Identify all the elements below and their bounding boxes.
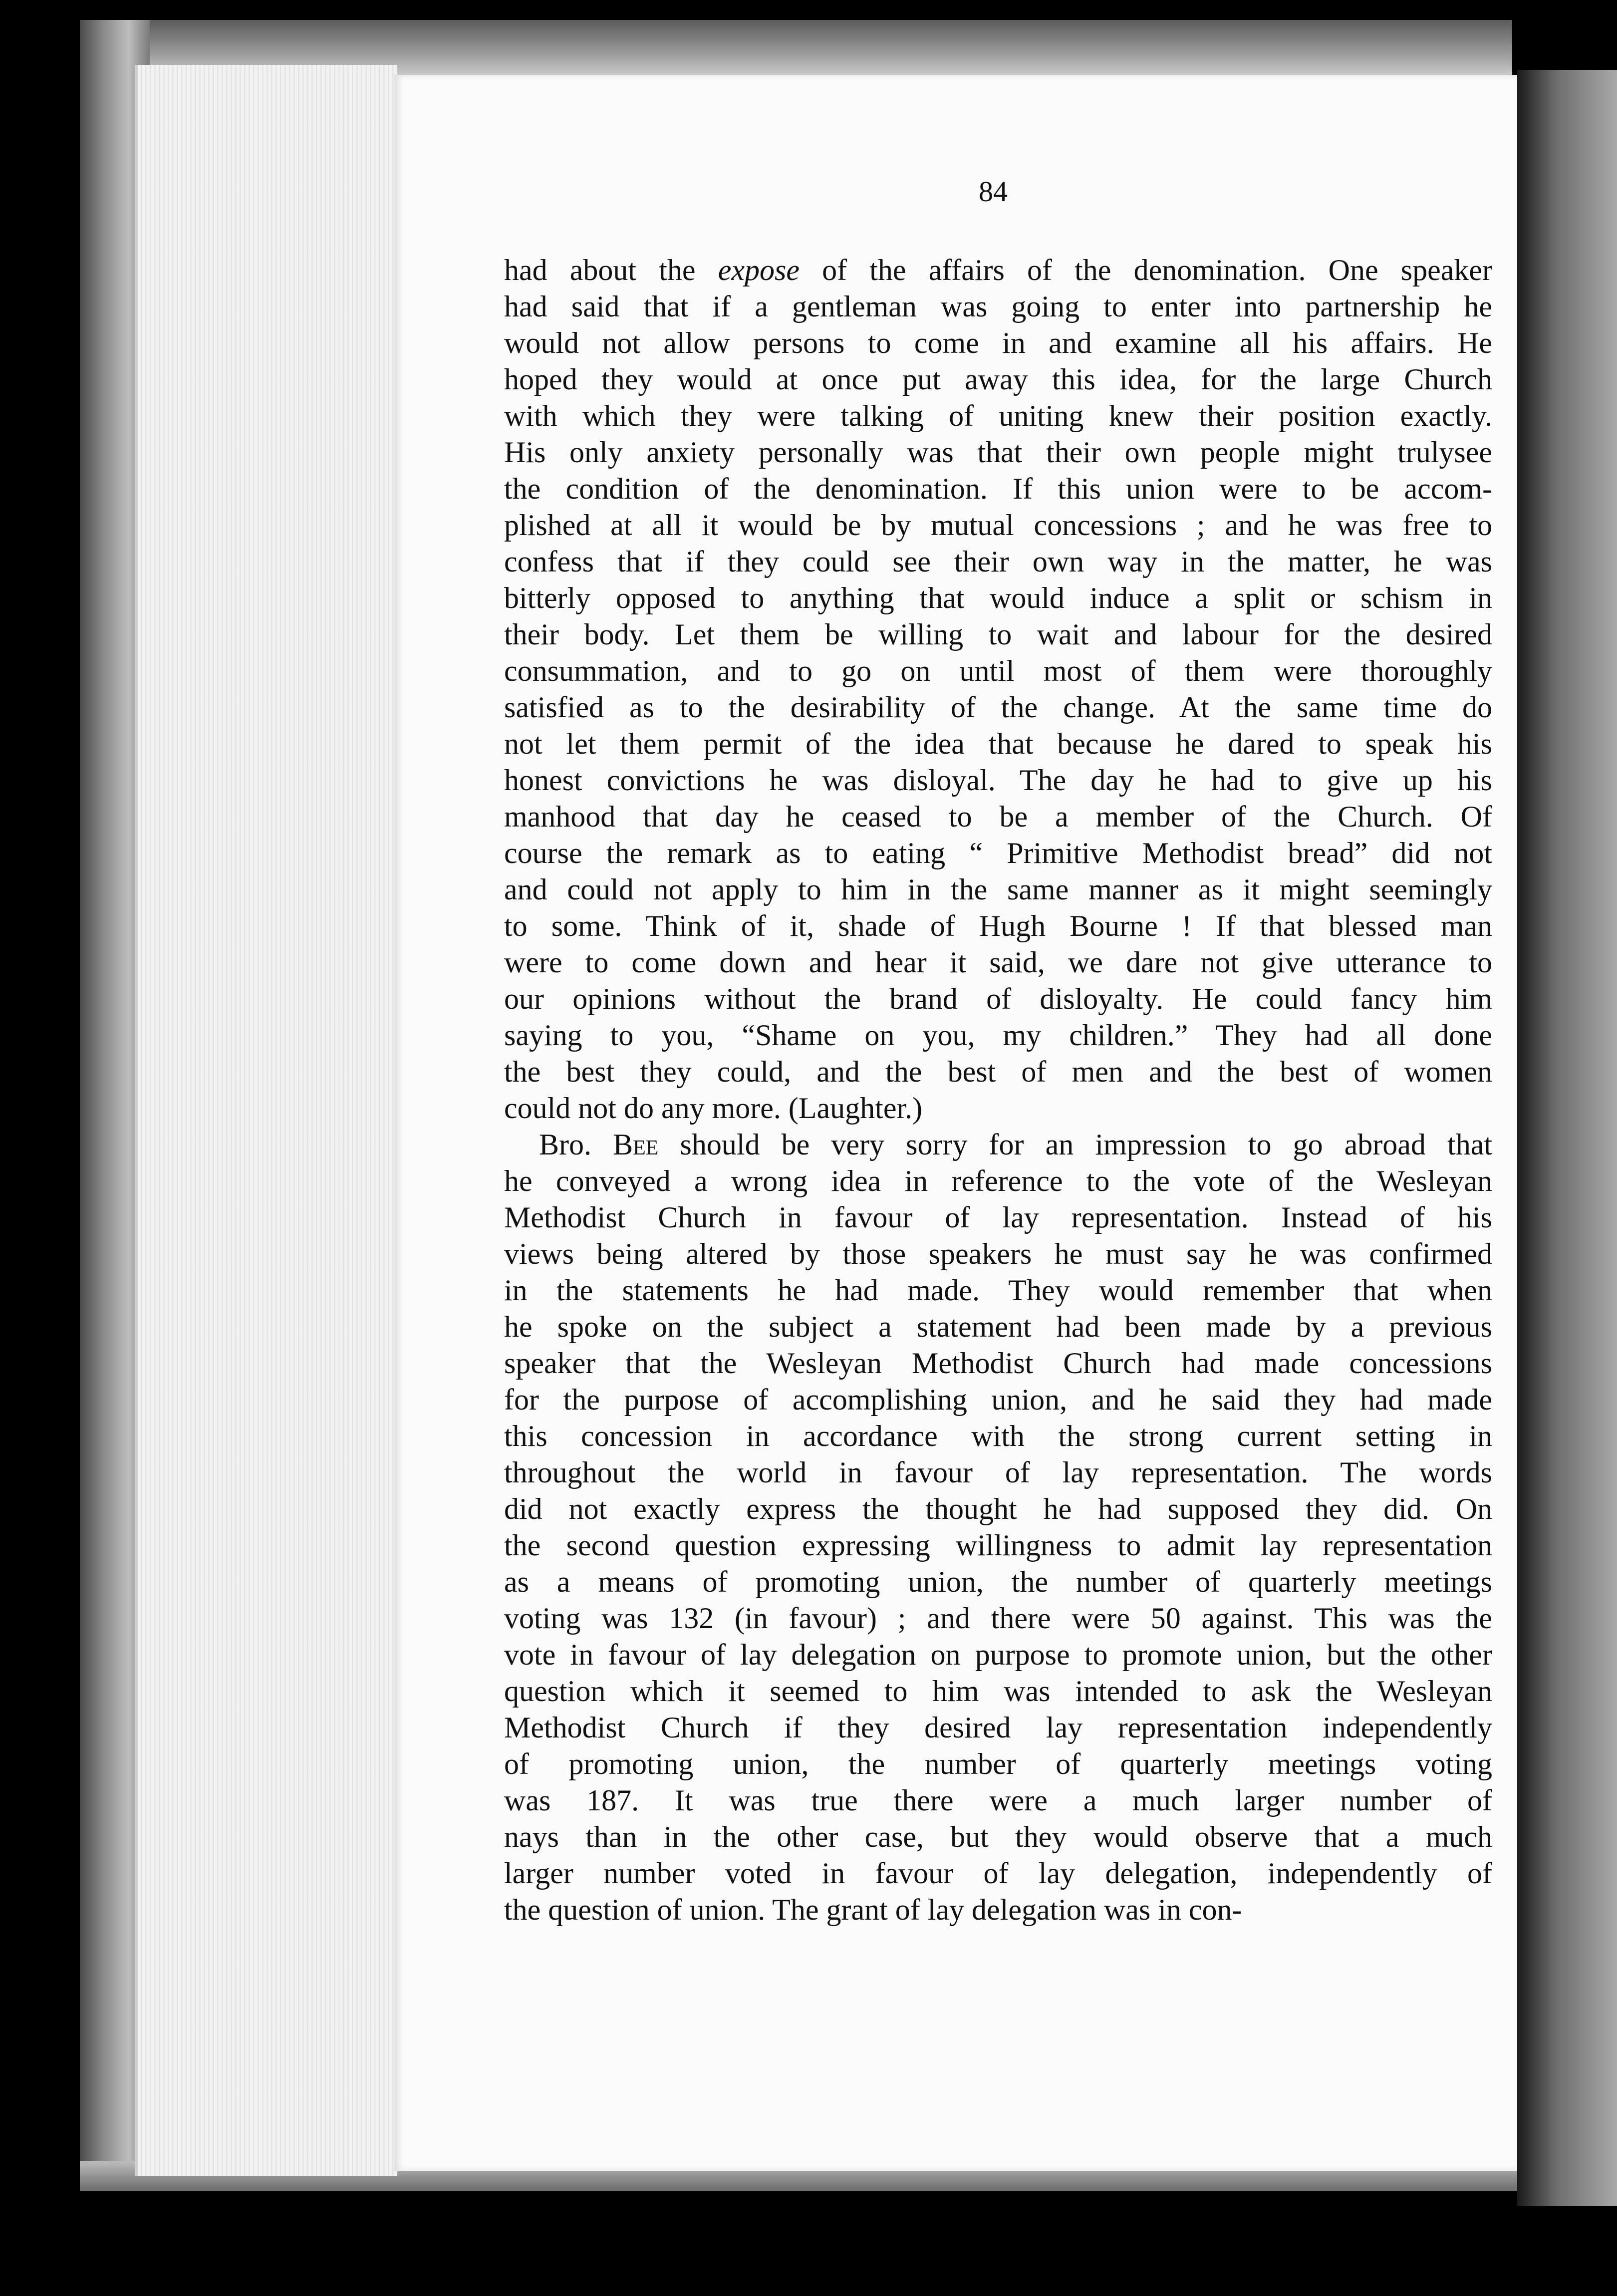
text-line: and could not apply to him in the same manner as it might seemingly	[504, 873, 1492, 906]
text-line	[504, 252, 1492, 288]
text-line: course the remark as to eating “ Primitive Methodist bread” did not	[504, 837, 1492, 869]
text-line: for the purpose of accomplishing union, and he said they had made	[504, 1383, 1492, 1416]
text-line: he spoke on the subject a statement had been made by a previous	[504, 1310, 1492, 1343]
text-line: the condition of the denomination. If this union were to be accom-	[504, 472, 1492, 505]
text-line: had said that if a gentleman was going to enter into partnership he	[504, 290, 1492, 323]
text-line: vote in favour of lay delegation on purpose to promote union, but the other	[504, 1638, 1492, 1671]
text-line: views being altered by those speakers he must say he was confirmed	[504, 1237, 1492, 1270]
text-line: speaker that the Wesleyan Methodist Church had made concessions	[504, 1347, 1492, 1380]
text-line: plished at all it would be by mutual concessions ; and he was free to	[504, 509, 1492, 542]
text-line: he conveyed a wrong idea in reference to the vote of the Wesleyan	[504, 1164, 1492, 1197]
text-line: in the statements he had made. They would remember that when	[504, 1274, 1492, 1307]
text-line: were to come down and hear it said, we dare not give utterance to	[504, 946, 1492, 979]
text-segment: Bro.	[539, 1128, 613, 1161]
page-edges-stack	[135, 65, 397, 2176]
text-segment: should be very sorry for an impression to go abroad that	[658, 1128, 1492, 1161]
text-line: the best they could, and the best of men and the best of women	[504, 1055, 1492, 1088]
text-line: larger number voted in favour of lay delegation, independently of	[504, 1857, 1492, 1890]
text-line: was 187. It was true there were a much larger number of	[504, 1784, 1492, 1817]
paragraph-1	[504, 252, 1492, 1127]
text-line: did not exactly express the thought he had supposed they did. On	[504, 1492, 1492, 1525]
text-line: satisfied as to the desirability of the change. At the same time do	[504, 691, 1492, 724]
text-line: nays than in the other case, but they would observe that a much	[504, 1820, 1492, 1853]
text-line: this concession in accordance with the strong current setting in	[504, 1420, 1492, 1452]
text-line: question which it seemed to him was intended to ask the Wesleyan	[504, 1675, 1492, 1708]
italic-word: expose	[718, 254, 800, 287]
text-line: honest convictions he was disloyal. The day he had to give up his	[504, 764, 1492, 797]
text-line: could not do any more. (Laughter.)	[504, 1092, 923, 1125]
text-line: the question of union. The grant of lay delegation was in con-	[504, 1893, 1242, 1926]
text-line: voting was 132 (in favour) ; and there were 50 against. This was the	[504, 1602, 1492, 1635]
text-line: the second question expressing willingness to admit lay representation	[504, 1529, 1492, 1562]
page-number: 84	[979, 175, 1008, 208]
text-line: hoped they would at once put away this idea, for the large Church	[504, 363, 1492, 396]
text-line: Methodist Church in favour of lay representation. Instead of his	[504, 1201, 1492, 1234]
text-line: manhood that day he ceased to be a member of the Church. Of	[504, 800, 1492, 833]
paragraph-2	[504, 1127, 1492, 1928]
text-segment: of the affairs of the denomination. One speaker	[799, 254, 1493, 287]
text-line: our opinions without the brand of disloyalty. He could fancy him	[504, 982, 1492, 1015]
text-line: confess that if they could see their own way in the matter, he was	[504, 545, 1492, 578]
text-line: with which they were talking of uniting knew their position exactly.	[504, 399, 1492, 432]
text-line: His only anxiety personally was that their own people might trulysee	[504, 436, 1492, 469]
text-line: throughout the world in favour of lay representation. The words	[504, 1456, 1492, 1489]
text-line: Methodist Church if they desired lay representation independently	[504, 1711, 1492, 1744]
text-line: consummation, and to go on until most of them were thoroughly	[504, 654, 1492, 687]
text-line: their body. Let them be willing to wait and labour for the desired	[504, 618, 1492, 651]
book-cover-right	[1517, 70, 1617, 2206]
text-line: not let them permit of the idea that because he dared to speak his	[504, 727, 1492, 760]
text-line: bitterly opposed to anything that would induce a split or schism in	[504, 581, 1492, 614]
text-line: saying to you, “Shame on you, my children.” They had all done	[504, 1019, 1492, 1052]
text-line: as a means of promoting union, the number of quarterly meetings	[504, 1565, 1492, 1598]
text-segment: had about the	[504, 254, 718, 287]
text-line: of promoting union, the number of quarterly meetings voting	[504, 1747, 1492, 1780]
speaker-name: Bee	[613, 1128, 659, 1161]
text-line: to some. Think of it, shade of Hugh Bourne ! If that blessed man	[504, 909, 1492, 942]
book-page	[394, 75, 1517, 2171]
text-line	[504, 1127, 1492, 1163]
text-line: would not allow persons to come in and examine all his affairs. He	[504, 326, 1492, 359]
body-text	[504, 252, 1492, 1928]
